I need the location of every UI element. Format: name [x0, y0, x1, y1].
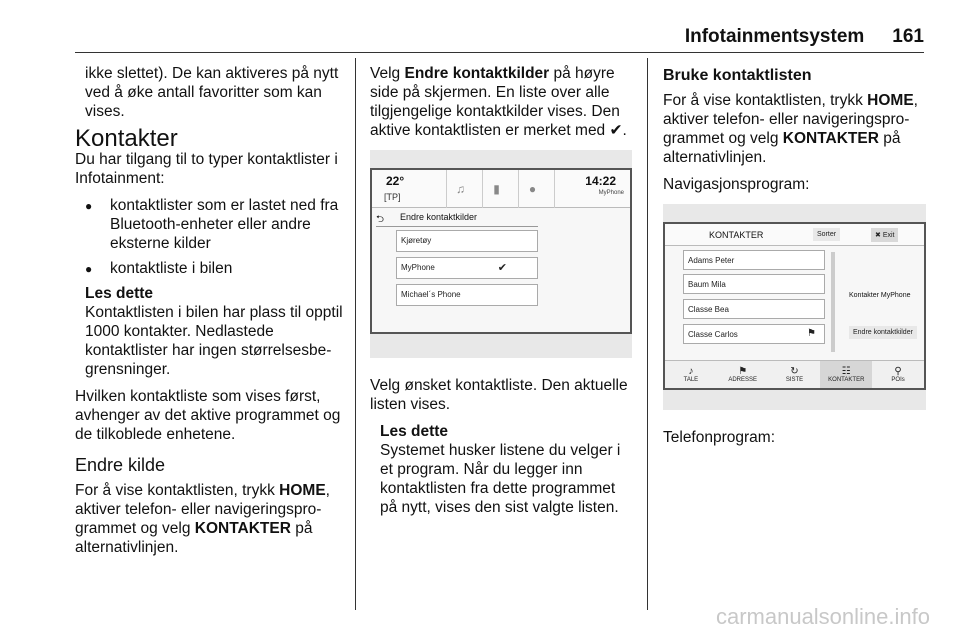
exit-button[interactable]: ✖ Exit [871, 228, 898, 242]
contact-row[interactable]: Classe Bea [683, 299, 825, 319]
contacts-icon: ☷ [841, 366, 851, 377]
paragraph-bruke: For å vise kontaktlisten, trykk HOME, aktiver telefon- eller navigeringspro‐ grammet og velg KONTAKTER på alternativlinjen. [663, 92, 918, 166]
contact-row[interactable]: Classe Carlos ⚑ [683, 324, 825, 344]
bottom-navigation [665, 360, 924, 388]
status-bar [372, 170, 630, 208]
note-text: Systemet husker listene du velger i et program. Når du legger inn kontaktlisten fra dette programmet på nytt, vises den sist valgte listen. [380, 442, 621, 516]
source-row-michael[interactable]: Michael´s Phone [396, 284, 538, 306]
paragraph-velg: Velg Endre kontaktkilder på høyre side på skjermen. En liste over alle tilgjengelige kontaktkilder vises. Den aktive kontaktlisten er merket med ✔. [370, 65, 627, 139]
exit-icon: ✖ [875, 232, 883, 239]
screenshot-endre-kontaktkilder [370, 150, 632, 358]
blank-tab[interactable] [554, 170, 582, 208]
header-rule [75, 52, 924, 53]
source-row-myphone[interactable]: MyPhone ✔ [396, 257, 538, 279]
page-number: 161 [892, 26, 924, 47]
back-icon[interactable]: ⮌ [376, 214, 385, 225]
note-box [370, 422, 635, 517]
phone-icon[interactable]: ▮ [482, 170, 510, 208]
contact-row[interactable]: Adams Peter [683, 250, 825, 270]
title-divider [376, 226, 538, 227]
temperature: 22° [386, 174, 405, 188]
note-title: Les dette [380, 423, 449, 440]
screen-title: Endre kontaktkilder [400, 212, 478, 222]
recent-icon: ↻ [790, 366, 799, 377]
note-text: Kontaktlisten i bilen har plass til opptil 1000 kontakter. Nedlastede kontaktlister har ingen størrelsesbe‐ grensninger. [85, 304, 343, 378]
source-row-kjoretoy[interactable]: Kjøretøy [396, 230, 538, 252]
source-label: Kontakter MyPhone [849, 292, 911, 299]
kontakter-keyword: KONTAKTER [194, 520, 291, 537]
device-name: MyPhone [598, 190, 624, 196]
column-3 [663, 64, 928, 202]
poi-icon: ⚲ [894, 366, 902, 377]
list-item: ● kontaktlister som er lastet ned fra Bluetooth-enheter eller andre eksterne kilder [75, 196, 345, 253]
screen-title: KONTAKTER [709, 230, 764, 240]
column-2-lower [370, 376, 635, 525]
paragraph-order: Hvilken kontaktliste som vises først, avhenger av det aktive programmet og de tilkoblede enhetene. [75, 388, 341, 443]
nav-pois[interactable]: ⚲ POIs [891, 366, 905, 383]
nav-siste[interactable]: ↻ SISTE [785, 366, 804, 383]
kontakter-header [665, 224, 924, 246]
flag-icon: ⚑ [807, 328, 816, 339]
watermark: carmanualsonline.info [715, 604, 930, 629]
voice-icon: ♪ [688, 366, 694, 377]
page-header [685, 26, 924, 48]
nav-kontakter[interactable]: ☷ KONTAKTER [820, 361, 872, 388]
music-icon[interactable]: ♫ [446, 170, 474, 208]
label-navigasjon: Navigasjonsprogram: [663, 176, 810, 193]
home-keyword: HOME [279, 482, 326, 499]
scrollbar[interactable] [831, 252, 835, 352]
heading-bruke: Bruke kontaktlisten [663, 67, 812, 84]
paragraph-types: Du har tilgang til to typer kontaktlister i Infotainment: [75, 151, 338, 187]
nav-tale[interactable]: ♪ TALE [683, 366, 699, 383]
column-divider-2 [647, 58, 648, 610]
flag-icon: ⚑ [738, 366, 748, 377]
header-title: Infotainmentsystem [684, 26, 865, 47]
paragraph-velg-onsket: Velg ønsket kontaktliste. Den aktuelle listen vises. [370, 377, 628, 413]
list-item: ● kontaktliste i bilen [75, 259, 345, 278]
column-divider-1 [355, 58, 356, 610]
tp-indicator: [TP] [384, 192, 401, 202]
column-3-lower [663, 428, 928, 455]
clock: 14:22 [585, 174, 616, 188]
label-telefon: Telefonprogram: [663, 429, 776, 446]
column-2 [370, 64, 635, 148]
note-title: Les dette [85, 285, 154, 302]
bullet-list [75, 196, 345, 278]
globe-icon[interactable]: ● [518, 170, 546, 208]
display-frame [370, 168, 632, 334]
intro-text: ikke slettet). De kan aktiveres på nytt ved å øke antall favoritter som kan vises. [85, 65, 339, 120]
sort-button[interactable]: Sorter [813, 228, 840, 241]
endre-kontaktkilder-keyword: Endre kontaktkilder [404, 65, 550, 82]
note-box [75, 284, 345, 379]
screenshot-kontakter [663, 204, 926, 410]
home-keyword: HOME [867, 92, 914, 109]
column-1 [75, 64, 345, 565]
heading-kontakter: Kontakter [75, 125, 178, 152]
display-frame [663, 222, 926, 390]
checkmark-icon: ✔ [497, 262, 507, 274]
paragraph-endre: For å vise kontaktlisten, trykk HOME, aktiver telefon- eller navigeringspro‐ grammet og velg KONTAKTER på alternativlinjen. [75, 482, 330, 556]
change-source-button[interactable]: Endre kontaktkilder [849, 326, 917, 339]
heading-endre-kilde: Endre kilde [75, 455, 166, 475]
nav-adresse[interactable]: ⚑ ADRESSE [728, 366, 758, 383]
contact-row[interactable]: Baum Mila [683, 274, 825, 294]
kontakter-keyword: KONTAKTER [782, 130, 879, 147]
